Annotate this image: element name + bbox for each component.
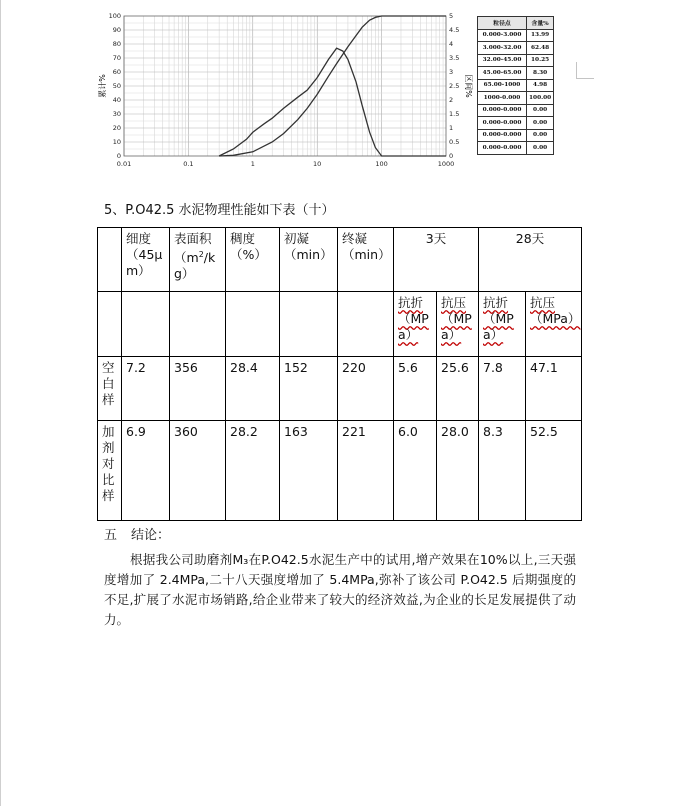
y-left-tick-label: 90 — [112, 26, 121, 35]
comp-3d-label: 抗压（MPa） — [441, 295, 472, 342]
y-right-tick-label: 0 — [449, 152, 454, 161]
page-edge — [0, 0, 1, 806]
table-row — [98, 421, 582, 521]
y-right-tick-label: 2.5 — [449, 82, 460, 91]
cell-consistency: 28.2 — [226, 421, 280, 521]
dist-header-content: 含量% — [527, 17, 554, 30]
dist-value: 0.00 — [527, 129, 554, 142]
row-label-additive: 加剂对比样 — [98, 421, 122, 521]
flex-28d-label: 抗折（MPa） — [483, 295, 514, 342]
cell-area: 356 — [170, 357, 226, 421]
header-fineness: 细度（45μm） — [122, 228, 170, 292]
y-left-tick-label: 60 — [112, 68, 121, 77]
y-right-tick-labels — [449, 12, 459, 160]
cell-flex28: 8.3 — [479, 421, 526, 521]
y-left-tick-label: 10 — [112, 138, 121, 147]
table-row — [478, 104, 554, 117]
cell-initial: 163 — [280, 421, 338, 521]
table-caption: 5、P.O42.5 水泥物理性能如下表（十） — [104, 203, 335, 218]
subheader-empty — [280, 292, 338, 357]
table-row — [478, 54, 554, 67]
y-left-tick-label: 80 — [112, 40, 121, 49]
table-row — [478, 92, 554, 105]
table-row — [478, 67, 554, 80]
table-row — [98, 292, 582, 357]
y-right-tick-label: 1 — [449, 124, 454, 133]
table-row — [478, 79, 554, 92]
y-right-tick-label: 0.5 — [449, 138, 460, 147]
physical-properties-table — [97, 227, 582, 521]
y-left-tick-label: 50 — [112, 82, 121, 91]
dist-range: 0.000-3.000 — [478, 29, 527, 42]
cell-area: 360 — [170, 421, 226, 521]
margin-mark-h — [576, 78, 594, 79]
table-row — [478, 142, 554, 155]
dist-range: 3.000-32.00 — [478, 42, 527, 55]
dist-value: 62.48 — [527, 42, 554, 55]
dist-value: 13.99 — [527, 29, 554, 42]
cell-flex3: 6.0 — [394, 421, 437, 521]
table-row — [98, 228, 582, 292]
cell-fineness: 7.2 — [122, 357, 170, 421]
x-tick-label: 0.1 — [183, 160, 194, 168]
cell-final: 221 — [338, 421, 394, 521]
conclusion-paragraph: 根据我公司助磨剂M₃在P.O42.5水泥生产中的试用,增产效果在10%以上,三天强度增加了 2.4MPa,二十八天强度增加了 5.4MPa,弥补了该公司 P.O42.5 后期强度的不足,扩展了水泥市场销路,给企业带来了较大的经济效益,为企业的长足发展提供了动力。 — [104, 552, 576, 627]
cell-final: 220 — [338, 357, 394, 421]
subheader-flex-3d — [394, 292, 437, 357]
cell-flex28: 7.8 — [479, 357, 526, 421]
dist-value: 0.00 — [527, 142, 554, 155]
table-row — [478, 129, 554, 142]
row-label-blank: 空白样 — [98, 357, 122, 421]
header-empty — [98, 228, 122, 292]
cell-comp3: 25.6 — [437, 357, 479, 421]
table-row — [478, 42, 554, 55]
x-tick-label: 1 — [250, 160, 255, 168]
dist-range: 0.000-0.000 — [478, 104, 527, 117]
y-left-tick-label: 100 — [108, 12, 121, 21]
dist-range: 0.000-0.000 — [478, 142, 527, 155]
header-surface-area-sup: 2 — [198, 250, 204, 259]
y-left-tick-label: 0 — [116, 152, 121, 161]
y-right-tick-label: 4 — [449, 40, 454, 49]
dist-header-range: 粒径点 — [478, 17, 527, 30]
dist-range: 0.000-0.000 — [478, 129, 527, 142]
header-initial-set: 初凝（min） — [280, 228, 338, 292]
header-surface-area-a: 表面积（m — [174, 231, 212, 266]
y-left-tick-label: 30 — [112, 110, 121, 119]
y-right-tick-label: 3 — [449, 68, 454, 77]
comp-28d-label: 抗压（MPa） — [530, 295, 581, 326]
subheader-comp-3d — [437, 292, 479, 357]
section-number: 五 — [104, 528, 118, 543]
table-row — [98, 357, 582, 421]
y-right-tick-label: 5 — [449, 12, 454, 21]
header-surface-area-b: /kg） — [174, 250, 216, 282]
x-tick-label: 10 — [313, 160, 322, 168]
dist-value: 100.00 — [527, 92, 554, 105]
dist-value: 0.00 — [527, 104, 554, 117]
header-28-day: 28天 — [479, 228, 582, 292]
subheader-empty — [338, 292, 394, 357]
subheader-empty — [122, 292, 170, 357]
subheader-flex-28d — [479, 292, 526, 357]
y-right-tick-label: 2 — [449, 96, 454, 105]
cell-flex3: 5.6 — [394, 357, 437, 421]
dist-range: 45.00-65.00 — [478, 67, 527, 80]
dist-range: 65.00-1000 — [478, 79, 527, 92]
y-axis-label-right: 区间% — [464, 74, 473, 98]
x-tick-labels — [117, 160, 455, 168]
dist-range: 0.000-0.000 — [478, 117, 527, 130]
conclusion-heading — [104, 524, 184, 543]
cell-fineness: 6.9 — [122, 421, 170, 521]
x-tick-label: 0.01 — [116, 160, 132, 168]
y-left-tick-label: 20 — [112, 124, 121, 133]
dist-range: 32.00-45.00 — [478, 54, 527, 67]
chart-grid — [124, 16, 446, 156]
y-right-tick-label: 1.5 — [449, 110, 460, 119]
subheader-comp-28d — [526, 292, 582, 357]
y-axis-label-left: 累计% — [98, 74, 107, 98]
particle-size-chart — [96, 8, 476, 178]
cell-initial: 152 — [280, 357, 338, 421]
header-consistency: 稠度（%） — [226, 228, 280, 292]
section-title: 结论： — [131, 528, 171, 543]
margin-mark-v — [576, 62, 577, 79]
cell-comp28: 47.1 — [526, 357, 582, 421]
header-surface-area — [170, 228, 226, 292]
subheader-empty — [170, 292, 226, 357]
x-tick-label: 1000 — [437, 160, 455, 168]
cell-consistency: 28.4 — [226, 357, 280, 421]
header-final-set: 终凝（min） — [338, 228, 394, 292]
subheader-empty — [98, 292, 122, 357]
dist-value: 10.25 — [527, 54, 554, 67]
y-left-tick-label: 70 — [112, 54, 121, 63]
subheader-empty — [226, 292, 280, 357]
header-3-day: 3天 — [394, 228, 479, 292]
dist-value: 4.98 — [527, 79, 554, 92]
y-left-tick-label: 40 — [112, 96, 121, 105]
dist-value: 8.30 — [527, 67, 554, 80]
dist-range: 1000-0.000 — [478, 92, 527, 105]
size-distribution-table — [477, 16, 554, 155]
dist-value: 0.00 — [527, 117, 554, 130]
cell-comp3: 28.0 — [437, 421, 479, 521]
table-row — [478, 117, 554, 130]
flex-3d-label: 抗折（MPa） — [398, 295, 429, 342]
interval-curve — [219, 48, 446, 156]
cell-comp28: 52.5 — [526, 421, 582, 521]
y-left-tick-labels — [109, 12, 121, 160]
y-right-tick-label: 3.5 — [449, 54, 460, 63]
table-row — [478, 29, 554, 42]
x-tick-label: 100 — [375, 160, 388, 168]
y-right-tick-label: 4.5 — [449, 26, 460, 35]
